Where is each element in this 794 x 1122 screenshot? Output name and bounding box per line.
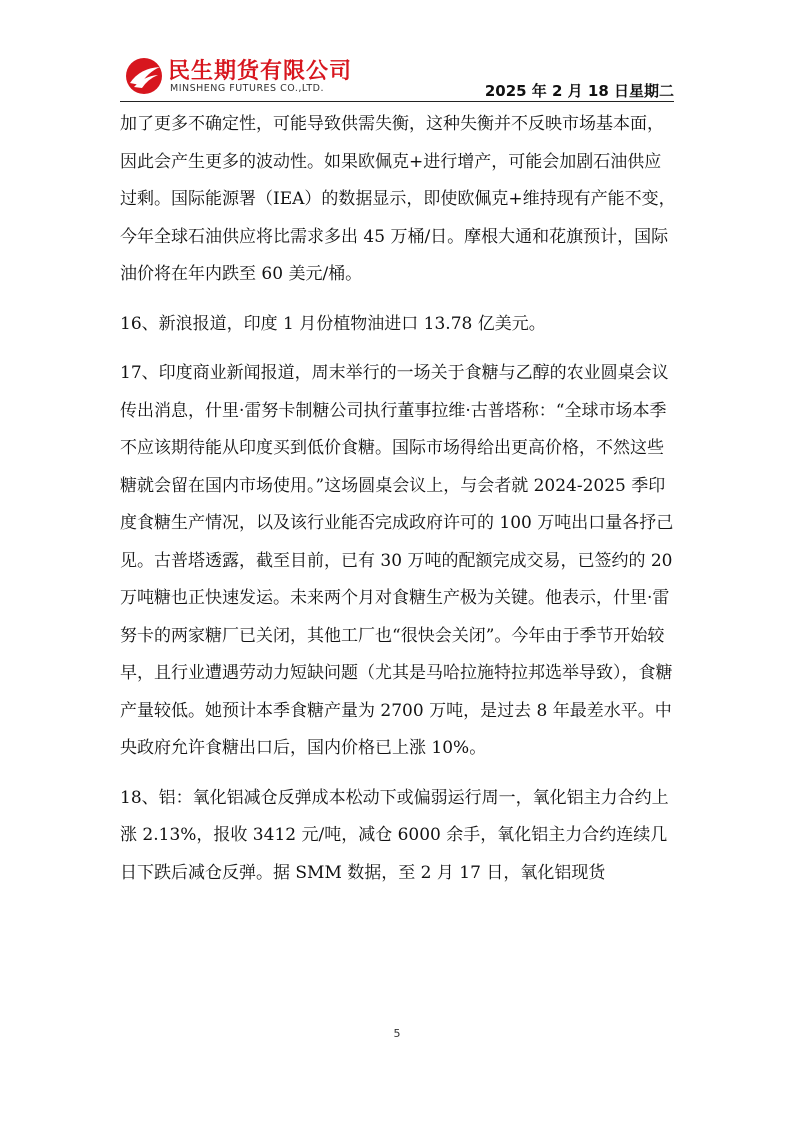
- document-body: [120, 106, 676, 904]
- paragraph-17: 17、印度商业新闻报道，周末举行的一场关于食糖与乙醇的农业圆桌会议传出消息，什里·雷努卡制糖公司执行董事拉维·古普塔称：“全球市场本季不应该期待能从印度买到低价食糖。国际市场得给出更高价格，不然这些糖就会留在国内市场使用。”这场圆桌会议上，与会者就 2024-2025 季印度食糖生产情况，以及该行业能否完成政府许可的 100 万吨出口量各抒己见。古普塔透露，截至目前，已有 30 万吨的配额完成交易，已签约的 20 万吨糖也正快速发运。未来两个月对食糖生产极为关键。他表示，什里·雷努卡的两家糖厂已关闭，其他工厂也“很快会关闭”。今年由于季节开始较早，且行业遭遇劳动力短缺问题（尤其是马哈拉施特拉邦选举导致），食糖产量较低。她预计本季食糖产量为 2700 万吨，是过去 8 年最差水平。中央政府允许食糖出口后，国内价格已上涨 10%。: [120, 363, 674, 758]
- page-number: 5: [393, 1027, 401, 1040]
- company-name-en: MINSHENG FUTURES CO.,LTD.: [170, 83, 324, 94]
- paragraph-18: 18、铝：氧化铝减仓反弹成本松动下或偏弱运行周一，氧化铝主力合约上涨 2.13%，报收 3412 元/吨，减仓 6000 余手，氧化铝主力合约连续几日下跌后减仓反弹。据 SMM 数据，至 2 月 17 日，氧化铝现货: [120, 787, 669, 883]
- page-header: [120, 52, 674, 100]
- paragraph-oil: 加了更多不确定性，可能导致供需失衡，这种失衡并不反映市场基本面，因此会产生更多的波动性。如果欧佩克+进行增产，可能会加剧石油供应过剩。国际能源署（IEA）的数据显示，即使欧佩克+维持现有产能不变，今年全球石油供应将比需求多出 45 万桶/日。摩根大通和花旗预计，国际油价将在年内跌至 60 美元/桶。: [120, 114, 676, 284]
- minsheng-logo-icon: [124, 56, 164, 96]
- header-divider: [120, 101, 674, 102]
- paragraph-16: 16、新浪报道，印度 1 月份植物油进口 13.78 亿美元。: [120, 313, 546, 334]
- report-date: 2025 年 2 月 18 日星期二: [484, 82, 674, 100]
- company-name-cn: 民生期货有限公司: [168, 59, 353, 84]
